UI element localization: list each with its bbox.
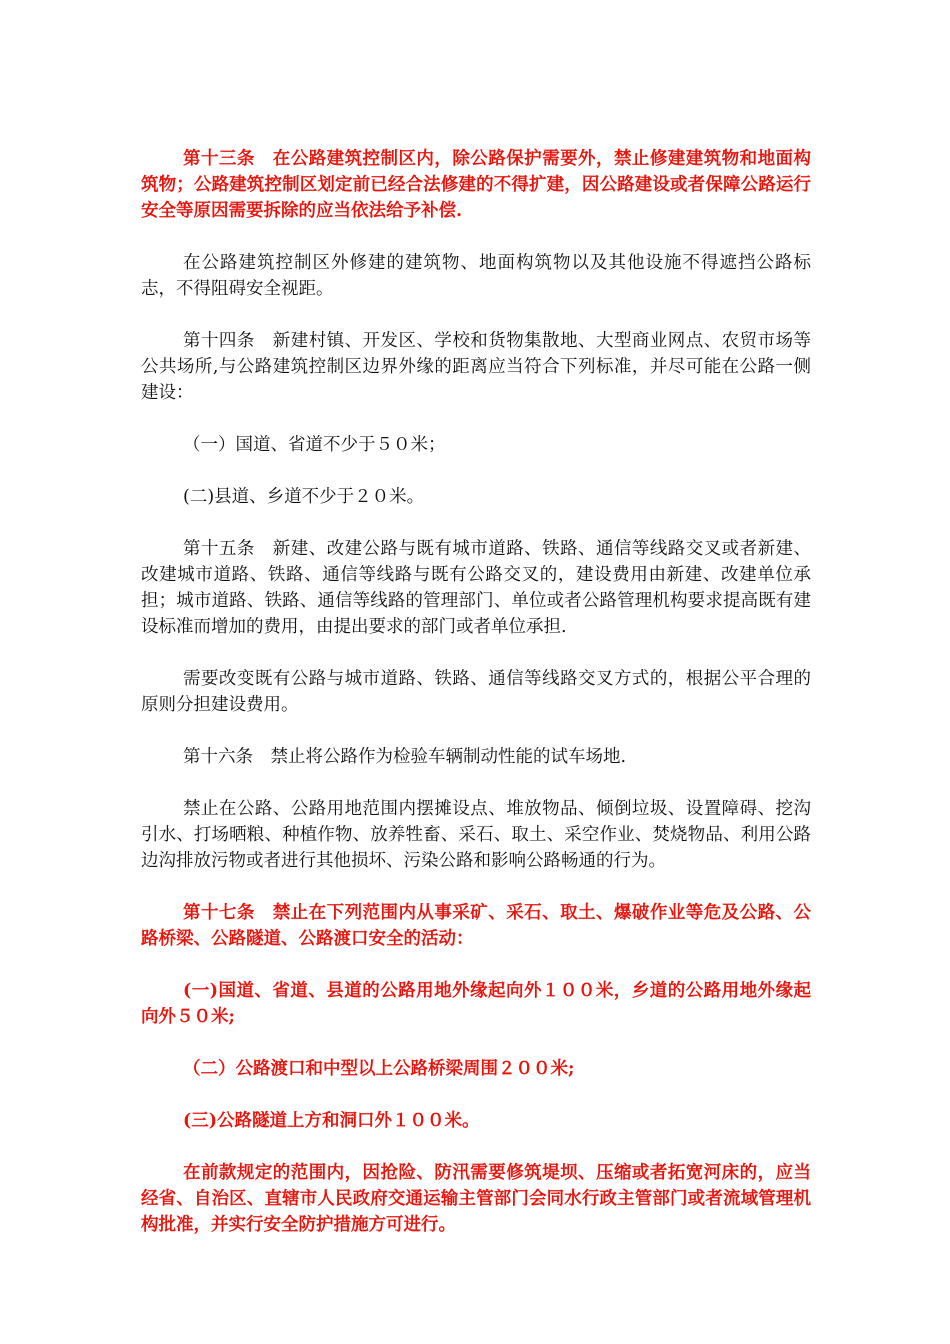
article-14-item-2: (二)县道、乡道不少于２０米。 <box>183 487 425 507</box>
document-body <box>141 146 811 1238</box>
article-15-paragraph: 第十五条 新建、改建公路与既有城市道路、铁路、通信等线路交叉或者新建、改建城市道路、铁路、通信等线路与既有公路交叉的，建设费用由新建、改建单位承担；城市道路、铁路、通信等线路的管理部门、单位或者公路管理机构要求提高既有建设标准而增加的费用，由提出要求的部门或者单位承担. <box>141 539 811 637</box>
article-14-paragraph: 第十四条 新建村镇、开发区、学校和货物集散地、大型商业网点、农贸市场等公共场所,与公路建筑控制区边界外缘的距离应当符合下列标准，并尽可能在公路一侧建设： <box>141 331 811 403</box>
article-13-clause-2: 在公路建筑控制区外修建的建筑物、地面构筑物以及其他设施不得遮挡公路标志，不得阻碍安全视距。 <box>141 253 811 299</box>
article-14-item-1: （一）国道、省道不少于５０米； <box>183 435 446 455</box>
article-17-item-3: (三)公路隧道上方和洞口外１００米。 <box>183 1111 480 1131</box>
article-17-clause-2: 在前款规定的范围内，因抢险、防汛需要修筑堤坝、压缩或者拓宽河床的，应当经省、自治区、直辖市人民政府交通运输主管部门会同水行政主管部门或者流域管理机构批准，并实行安全防护措施方可进行。 <box>141 1163 811 1235</box>
article-15-clause-2: 需要改变既有公路与城市道路、铁路、通信等线路交叉方式的，根据公平合理的原则分担建设费用。 <box>141 669 811 715</box>
article-17-paragraph: 第十七条 禁止在下列范围内从事采矿、采石、取土、爆破作业等危及公路、公路桥梁、公路隧道、公路渡口安全的活动： <box>141 903 811 949</box>
article-13-paragraph: 第十三条 在公路建筑控制区内，除公路保护需要外，禁止修建建筑物和地面构筑物；公路建筑控制区划定前已经合法修建的不得扩建，因公路建设或者保障公路运行安全等原因需要拆除的应当依法给予补偿. <box>141 149 811 221</box>
article-17-item-2: （二）公路渡口和中型以上公路桥梁周围２００米; <box>183 1059 575 1079</box>
article-17-item-1: (一)国道、省道、县道的公路用地外缘起向外１００米，乡道的公路用地外缘起向外５０米; <box>141 981 811 1027</box>
article-16-paragraph: 第十六条 禁止将公路作为检验车辆制动性能的试车场地. <box>183 747 627 767</box>
article-16-clause-2: 禁止在公路、公路用地范围内摆摊设点、堆放物品、倾倒垃圾、设置障碍、挖沟引水、打场晒粮、种植作物、放养牲畜、采石、取土、采空作业、焚烧物品、利用公路边沟排放污物或者进行其他损坏、污染公路和影响公路畅通的行为。 <box>141 799 811 871</box>
